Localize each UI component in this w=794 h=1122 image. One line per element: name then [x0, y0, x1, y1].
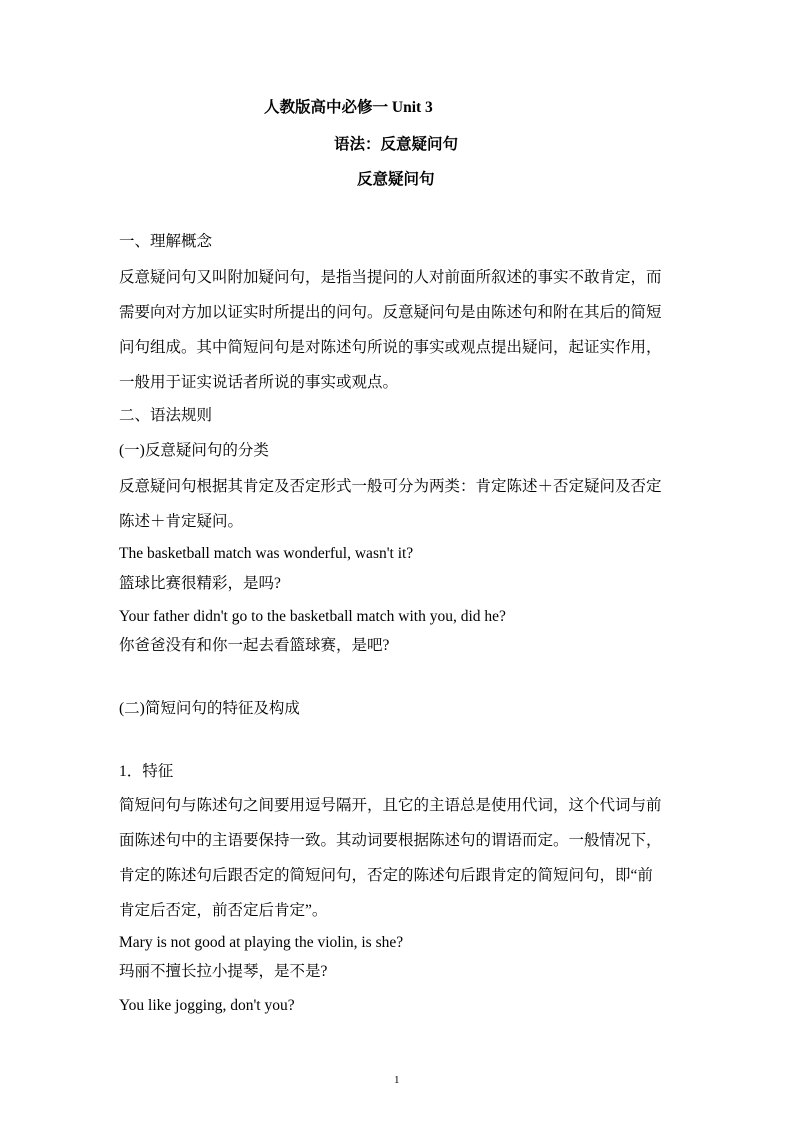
page-number: 1 — [394, 1074, 400, 1086]
paragraph-line: 问句组成。其中简短问句是对陈述句所说的事实或观点提出疑问，起证实作用， — [119, 339, 662, 356]
example-chinese: 玛丽不擅长拉小提琴，是不是? — [119, 963, 328, 980]
paragraph-line: 肯定后否定，前否定后肯定”。 — [119, 902, 328, 919]
point-heading-features: 1．特征 — [119, 763, 174, 780]
paragraph-line: 简短问句与陈述句之间要用逗号隔开，且它的主语总是使用代词，这个代词与前 — [119, 797, 662, 814]
subsection-heading-classification: (一)反意疑问句的分类 — [119, 442, 269, 459]
section-heading-rules: 二、语法规则 — [119, 407, 213, 424]
section-heading-concept: 一、理解概念 — [119, 233, 213, 250]
document-title: 人教版高中必修一 Unit 3 — [264, 99, 433, 116]
paragraph-line: 需要向对方加以证实时所提出的问句。反意疑问句是由陈述句和附在其后的简短 — [119, 304, 662, 321]
paragraph-line: 肯定的陈述句后跟否定的简短问句，否定的陈述句后跟肯定的简短问句，即“前 — [119, 867, 653, 884]
document-subtitle: 语法：反意疑问句 — [334, 136, 459, 153]
example-english: Your father didn't go to the basketball match with you, did he? — [119, 608, 506, 625]
paragraph-line: 面陈述句中的主语要保持一致。其动词要根据陈述句的谓语而定。一般情况下， — [119, 832, 662, 849]
subsection-heading-features: (二)简短问句的特征及构成 — [119, 700, 300, 717]
paragraph-line: 反意疑问句又叫附加疑问句，是指当提问的人对前面所叙述的事实不敢肯定，而 — [119, 269, 662, 286]
document-topic: 反意疑问句 — [357, 171, 435, 188]
example-chinese: 你爸爸没有和你一起去看篮球赛，是吧? — [119, 637, 390, 654]
paragraph-line: 一般用于证实说话者所说的事实或观点。 — [119, 374, 399, 391]
paragraph-line: 陈述＋肯定疑问。 — [119, 513, 244, 530]
example-chinese: 篮球比赛很精彩，是吗? — [119, 575, 281, 592]
example-english: You like jogging, don't you? — [119, 997, 295, 1014]
example-english: The basketball match was wonderful, wasn't it? — [119, 545, 414, 562]
paragraph-line: 反意疑问句根据其肯定及否定形式一般可分为两类：肯定陈述＋否定疑问及否定 — [119, 478, 662, 495]
example-english: Mary is not good at playing the violin, is she? — [119, 934, 404, 951]
